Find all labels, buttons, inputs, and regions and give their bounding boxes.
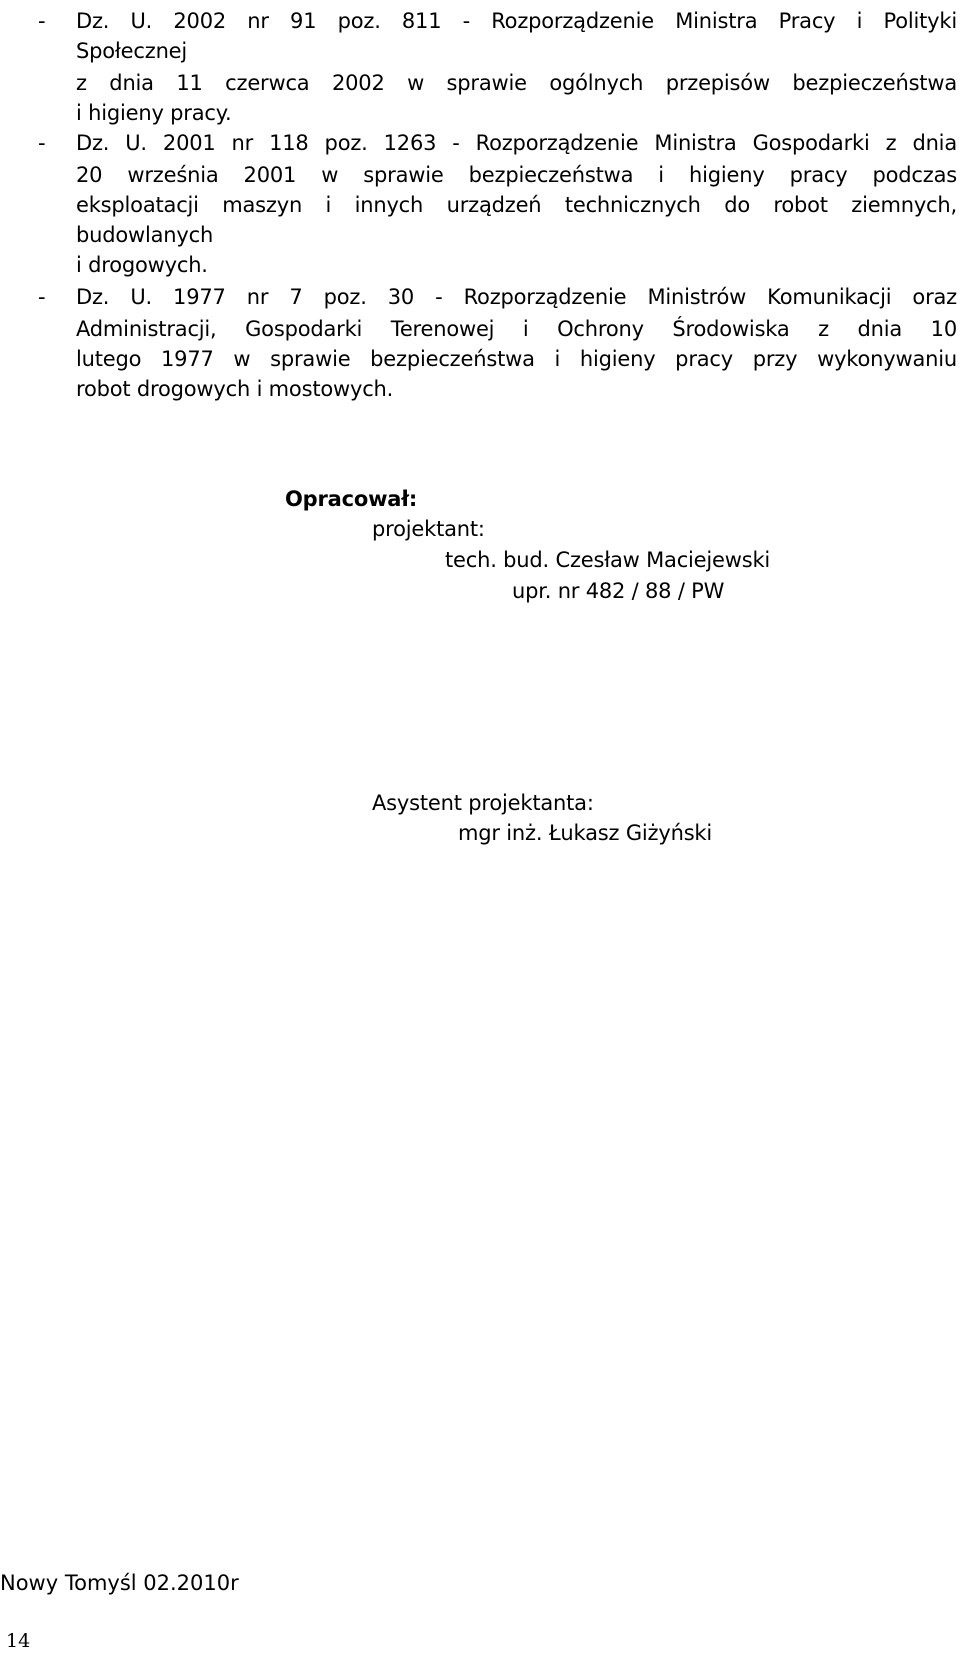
list-dash: - xyxy=(38,285,46,309)
regulation-line: i drogowych. xyxy=(76,253,208,277)
regulation-line: Administracji, Gospodarki Terenowej i Ochrony Środowiska z dnia 10 xyxy=(76,317,957,341)
prepared-by-heading: Opracował: xyxy=(285,487,418,511)
regulation-line: eksploatacji maszyn i innych urządzeń technicznych do robot ziemnych, xyxy=(76,193,957,217)
regulation-line: Dz. U. 1977 nr 7 poz. 30 - Rozporządzenie Ministrów Komunikacji oraz xyxy=(76,285,957,309)
regulation-line: Społecznej xyxy=(76,39,188,63)
place-date: Nowy Tomyśl 02.2010r xyxy=(0,1571,239,1595)
assistant-label: Asystent projektanta: xyxy=(372,791,594,815)
regulation-line: robot drogowych i mostowych. xyxy=(76,377,394,401)
list-dash: - xyxy=(38,131,46,155)
regulation-line: lutego 1977 w sprawie bezpieczeństwa i higieny pracy przy wykonywaniu xyxy=(76,347,957,371)
designer-license: upr. nr 482 / 88 / PW xyxy=(512,579,725,603)
regulation-line: Dz. U. 2002 nr 91 poz. 811 - Rozporządzenie Ministra Pracy i Polityki xyxy=(76,9,957,33)
page-number: 14 xyxy=(6,1630,31,1652)
designer-label: projektant: xyxy=(372,517,485,541)
regulation-line: budowlanych xyxy=(76,223,214,247)
assistant-name: mgr inż. Łukasz Giżyński xyxy=(458,821,713,845)
regulation-line: Dz. U. 2001 nr 118 poz. 1263 - Rozporządzenie Ministra Gospodarki z dnia xyxy=(76,131,957,155)
designer-name: tech. bud. Czesław Maciejewski xyxy=(445,548,771,572)
list-dash: - xyxy=(38,9,46,33)
regulation-line: i higieny pracy. xyxy=(76,101,232,125)
regulation-line: 20 września 2001 w sprawie bezpieczeństwa i higieny pracy podczas xyxy=(76,163,957,187)
regulation-line: z dnia 11 czerwca 2002 w sprawie ogólnych przepisów bezpieczeństwa xyxy=(76,71,957,95)
